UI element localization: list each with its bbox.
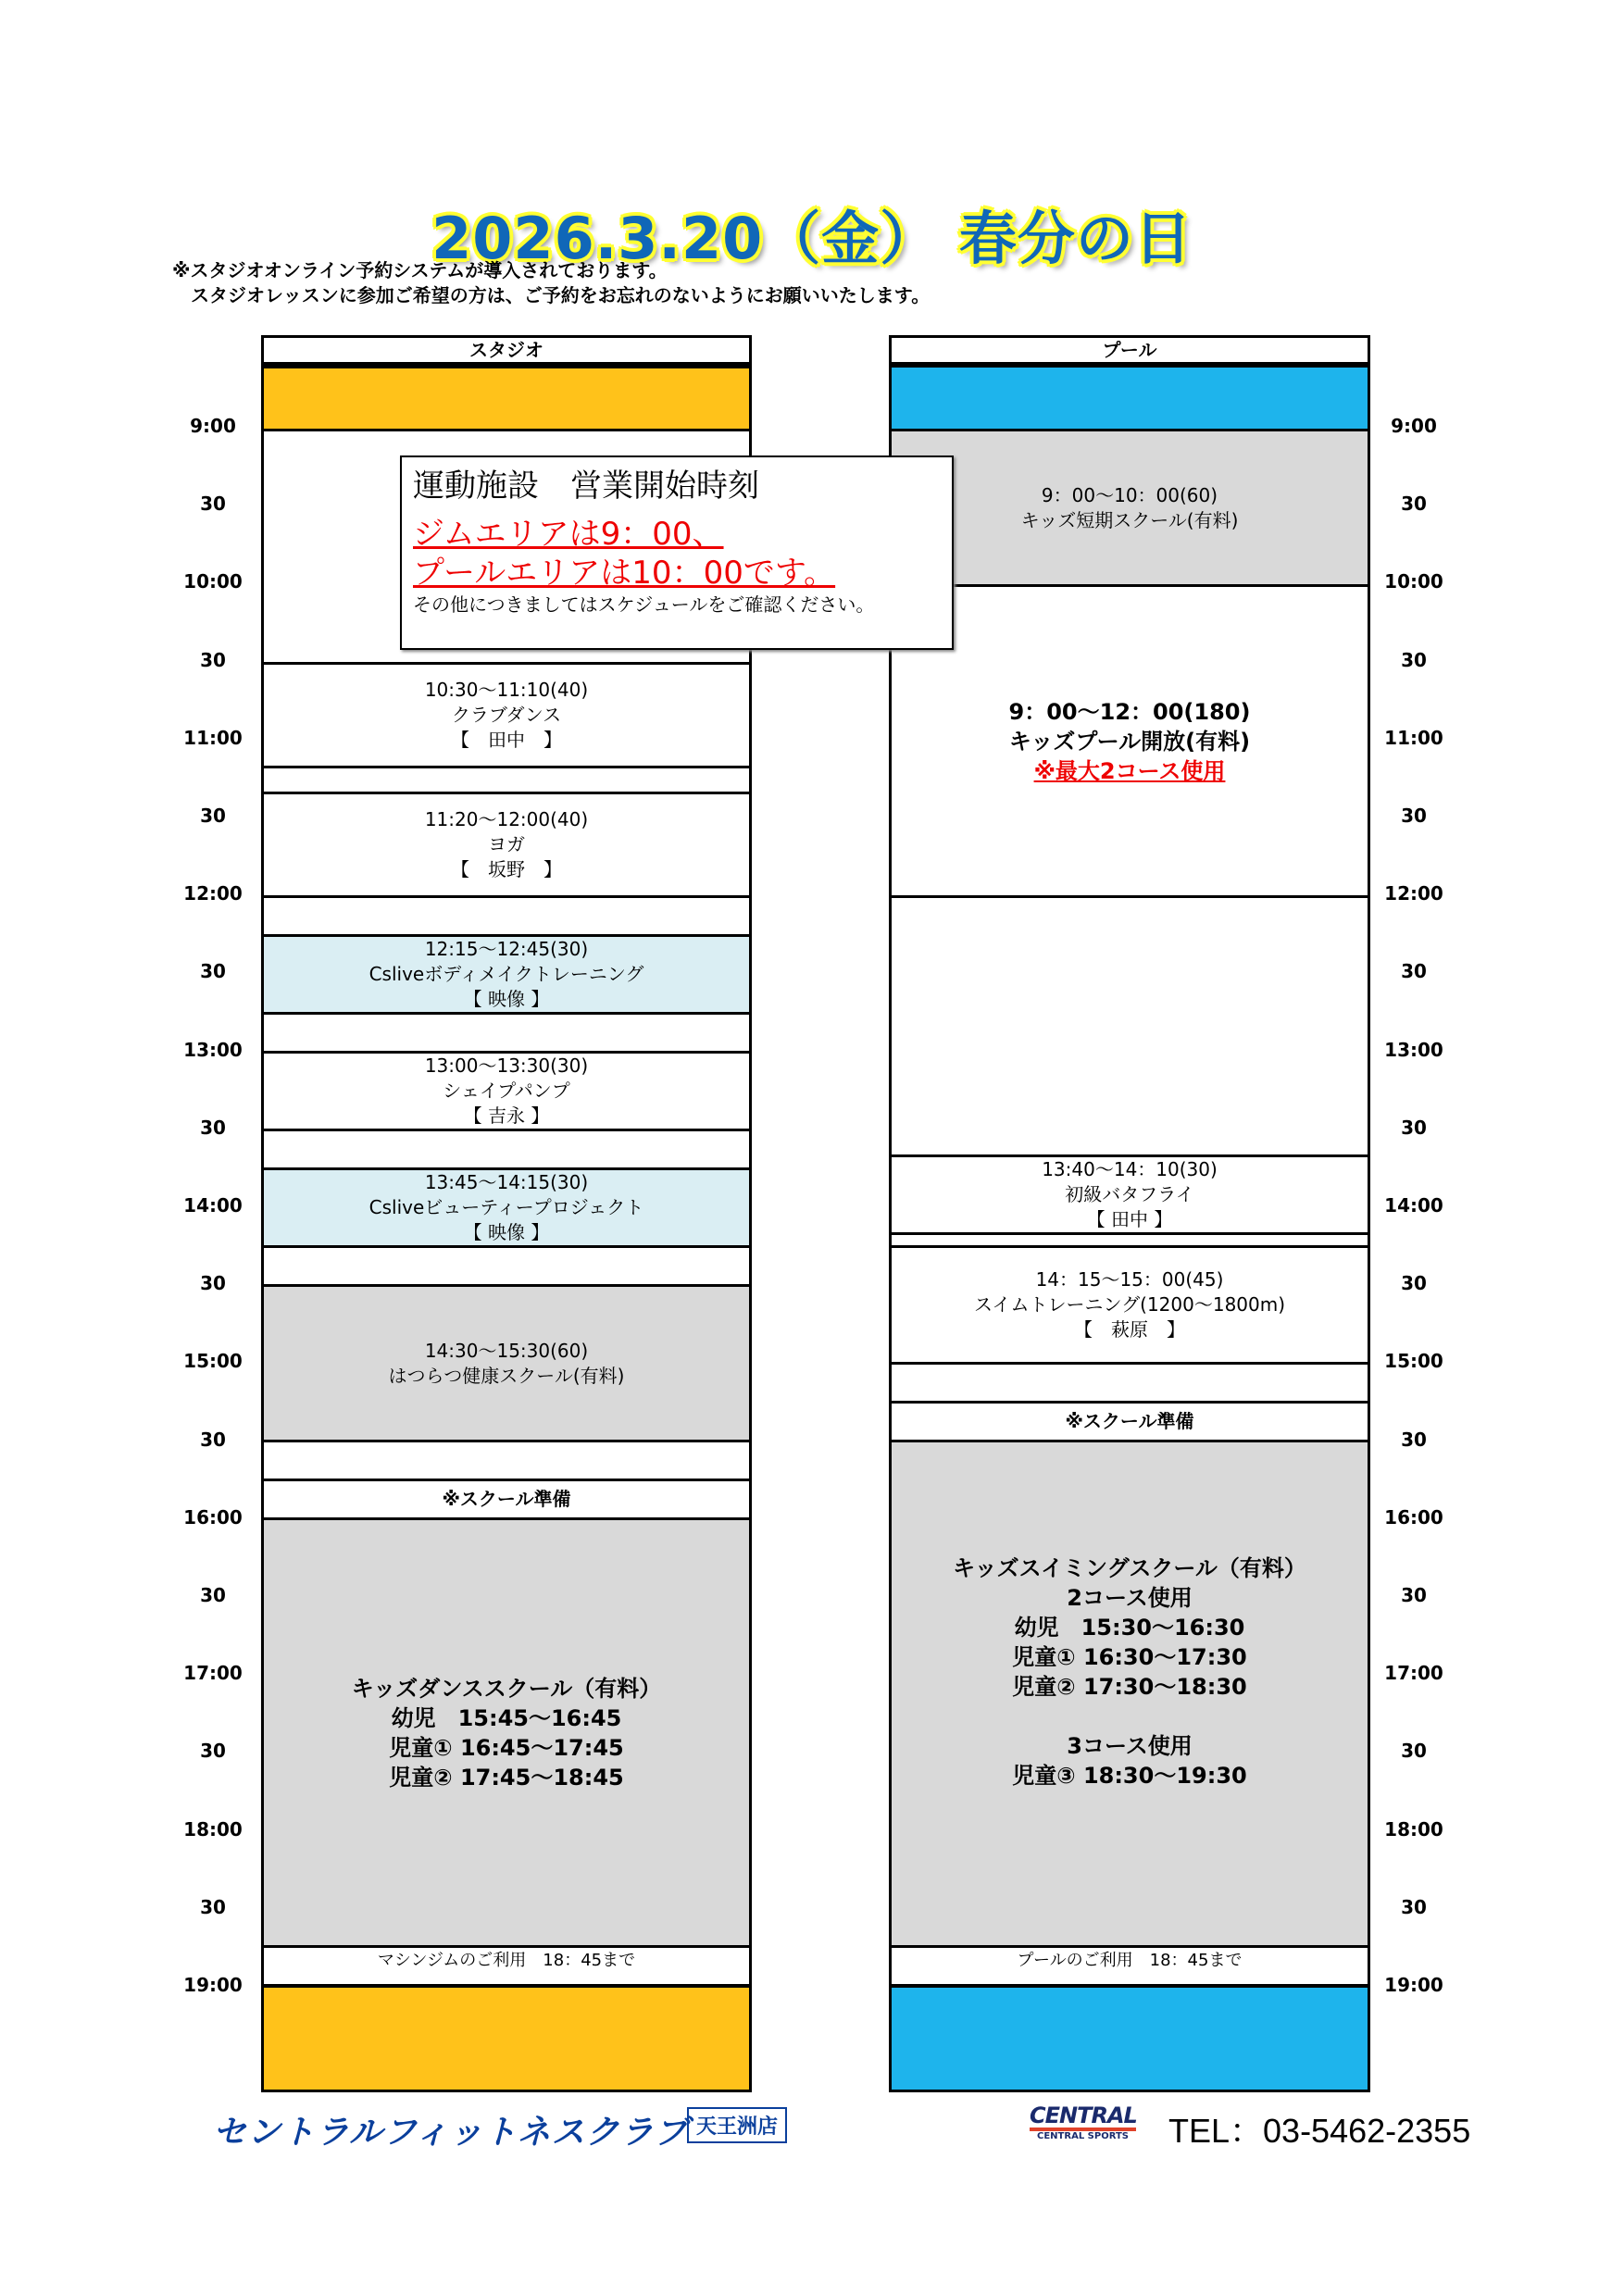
time-label: 10:00 bbox=[183, 570, 243, 593]
time-label: 30 bbox=[1401, 648, 1427, 671]
time-label: 30 bbox=[200, 1895, 226, 1918]
time-label: 13:00 bbox=[1384, 1038, 1443, 1061]
studio-lesson-club-dance[interactable]: 10:30～11:10(40) クラブダンス 【 田中 】 bbox=[264, 662, 749, 766]
studio-lesson-yoga[interactable]: 11:20～12:00(40) ヨガ 【 坂野 】 bbox=[264, 792, 749, 895]
time-label: 30 bbox=[1401, 1428, 1427, 1451]
pool-gap bbox=[892, 1232, 1368, 1245]
time-label: 15:00 bbox=[183, 1350, 243, 1373]
notice-line-2: スタジオレッスンに参加ご希望の方は、ご予約をお忘れのないようにお願いいたします。 bbox=[172, 284, 931, 306]
time-label: 30 bbox=[200, 1428, 226, 1451]
phone-number: TEL：03-5462-2355 bbox=[1168, 2112, 1471, 2150]
pool-kids-swim-school[interactable]: キッズスイミングスクール（有料） 2コース使用 幼児 15:30～16:30 児童① 16:30～17:30 児童② 17:30～18:30 3コース使用 児童③ 18:30～19:30 bbox=[892, 1440, 1368, 1945]
studio-lesson-cslive-beauty[interactable]: 13:45～14:15(30) Csliveビューティープロジェクト 【 映像 】 bbox=[264, 1167, 749, 1245]
time-label: 17:00 bbox=[183, 1662, 243, 1685]
time-label: 30 bbox=[200, 805, 226, 827]
pool-empty-slot bbox=[892, 895, 1368, 1154]
studio-lesson-hatsuratsu[interactable]: 14:30～15:30(60) はつらつ健康スクール(有料) bbox=[264, 1284, 749, 1440]
time-label: 30 bbox=[200, 1740, 226, 1763]
studio-closed-band bbox=[264, 1984, 749, 2090]
time-label: 11:00 bbox=[1384, 726, 1443, 749]
pool-kids-short-school[interactable]: 9：00～10：00(60) キッズ短期スクール(有料) bbox=[892, 429, 1368, 584]
studio-gap bbox=[264, 1440, 749, 1479]
studio-gap bbox=[264, 1129, 749, 1167]
studio-lesson-shape-pump[interactable]: 13:00～13:30(30) シェイプパンプ 【 吉永 】 bbox=[264, 1051, 749, 1129]
time-label: 17:00 bbox=[1384, 1662, 1443, 1685]
pool-lesson-butterfly[interactable]: 13:40～14：10(30) 初級バタフライ 【 田中 】 bbox=[892, 1154, 1368, 1232]
time-label: 19:00 bbox=[183, 1974, 243, 1996]
pool-lesson-swim-training[interactable]: 14：15～15：00(45) スイムトレーニング(1200～1800m) 【 萩原 】 bbox=[892, 1245, 1368, 1362]
studio-pre-open-band bbox=[264, 365, 749, 429]
studio-kids-dance-school[interactable]: キッズダンススクール（有料） 幼児 15:45～16:45 児童① 16:45～17:45 児童② 17:45～18:45 bbox=[264, 1517, 749, 1945]
notice-line-1: ※スタジオオンライン予約システムが導入されております。 bbox=[172, 259, 668, 281]
studio-gap bbox=[264, 895, 749, 934]
studio-lesson-cslive-bodymake[interactable]: 12:15～12:45(30) Csliveボディメイクトレーニング 【 映像 】 bbox=[264, 934, 749, 1012]
time-label: 30 bbox=[200, 648, 226, 671]
time-label: 9:00 bbox=[190, 415, 236, 437]
page-title: 2026.3.20（金） 春分の日 bbox=[431, 205, 1193, 272]
time-label: 30 bbox=[1401, 1116, 1427, 1139]
gym-open-time: ジムエリアは9：00、 bbox=[413, 516, 724, 553]
pool-open-time: プールエリアは10：00です。 bbox=[413, 555, 836, 592]
time-label: 16:00 bbox=[1384, 1505, 1443, 1529]
time-label: 30 bbox=[1401, 1272, 1427, 1295]
time-label: 30 bbox=[1401, 960, 1427, 983]
pool-heading: プール bbox=[892, 338, 1368, 365]
studio-gap bbox=[264, 1012, 749, 1051]
time-label: 13:00 bbox=[183, 1038, 243, 1061]
time-label: 10:00 bbox=[1384, 570, 1443, 593]
time-label: 18:00 bbox=[1384, 1817, 1443, 1841]
pool-column bbox=[889, 335, 1370, 2092]
time-label: 30 bbox=[1401, 1740, 1427, 1763]
opening-hours-notice bbox=[400, 455, 954, 650]
time-label: 16:00 bbox=[183, 1505, 243, 1529]
pool-school-prep: ※スクール準備 bbox=[892, 1401, 1368, 1440]
studio-gap bbox=[264, 766, 749, 792]
studio-closing-note: マシンジムのご利用 18：45まで bbox=[264, 1945, 749, 1984]
time-label: 30 bbox=[200, 493, 226, 516]
pool-gap bbox=[892, 1362, 1368, 1401]
time-label: 30 bbox=[200, 1584, 226, 1606]
notice-note: その他につきましてはスケジュールをご確認ください。 bbox=[413, 593, 875, 616]
brand-logo: セントラルフィットネスクラブ bbox=[213, 2114, 689, 2152]
studio-heading: スタジオ bbox=[264, 338, 749, 365]
time-label: 30 bbox=[200, 960, 226, 983]
time-label: 30 bbox=[200, 1272, 226, 1295]
time-label: 30 bbox=[1401, 1584, 1427, 1606]
time-label: 12:00 bbox=[1384, 882, 1443, 905]
time-label: 30 bbox=[1401, 493, 1427, 516]
time-label: 19:00 bbox=[1384, 1974, 1443, 1996]
central-sports-logo: CENTRAL CENTRAL SPORTS bbox=[1030, 2103, 1137, 2141]
studio-school-prep: ※スクール準備 bbox=[264, 1479, 749, 1517]
notice-heading: 運動施設 営業開始時刻 bbox=[413, 468, 759, 505]
time-label: 14:00 bbox=[183, 1194, 243, 1217]
pool-kids-pool-open[interactable]: 9：00～12：00(180) キッズプール開放(有料) ※最大2コース使用 bbox=[892, 584, 1368, 895]
time-label: 18:00 bbox=[183, 1817, 243, 1841]
time-label: 12:00 bbox=[183, 882, 243, 905]
pool-closing-note: プールのご利用 18：45まで bbox=[892, 1945, 1368, 1984]
time-label: 9:00 bbox=[1391, 415, 1437, 437]
time-label: 15:00 bbox=[1384, 1350, 1443, 1373]
time-label: 30 bbox=[1401, 1895, 1427, 1918]
pool-pre-open-band bbox=[892, 365, 1368, 429]
time-label: 30 bbox=[1401, 805, 1427, 827]
time-label: 30 bbox=[200, 1116, 226, 1139]
time-label: 14:00 bbox=[1384, 1194, 1443, 1217]
pool-closed-band bbox=[892, 1984, 1368, 2090]
studio-gap bbox=[264, 1245, 749, 1284]
time-label: 11:00 bbox=[183, 726, 243, 749]
branch-badge: 天王洲店 bbox=[687, 2107, 787, 2143]
